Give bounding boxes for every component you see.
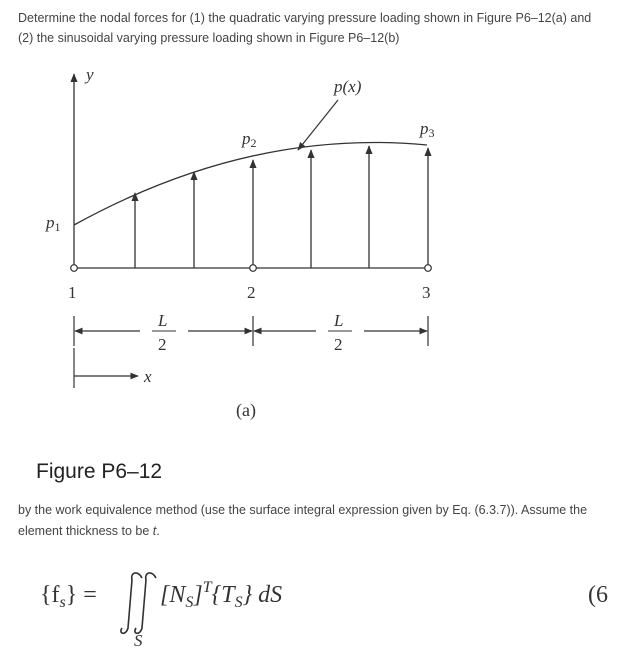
node-3-marker	[425, 265, 432, 272]
thickness-variable: t	[152, 524, 157, 538]
node-2-label: 2	[247, 283, 256, 302]
load-label: p(x)	[334, 77, 362, 96]
pressure-curve	[74, 142, 427, 225]
equation-surface-integral	[0, 560, 619, 650]
dim-2-numerator: L	[334, 311, 344, 330]
load-label-leader	[298, 100, 338, 150]
dim-1-denominator: 2	[158, 335, 167, 354]
node-1-marker	[71, 265, 78, 272]
body-text-end: .	[156, 524, 160, 538]
problem-intro: Determine the nodal forces for (1) the quadratic varying pressure loading shown in Figure P6–12(a) and (2) the sinusoidal varying pressure loading shown in Figure P6–12(b)	[18, 11, 592, 45]
dim-2-denominator: 2	[334, 335, 343, 354]
p2-label: p2	[242, 129, 257, 150]
node-1-label: 1	[68, 283, 77, 302]
dim-1-numerator: L	[158, 311, 168, 330]
equation-domain: S	[134, 631, 143, 650]
integral-sign-2	[135, 573, 156, 633]
node-3-label: 3	[422, 283, 431, 302]
figure-caption: Figure P6–12	[36, 460, 163, 483]
p3-label: p3	[420, 119, 435, 140]
figure-p6-12a	[0, 58, 619, 428]
equation-number: (6	[588, 582, 608, 608]
integral-sign-1	[121, 573, 142, 633]
p1-label: p1	[46, 213, 61, 234]
body-text-main: by the work equivalence method (use the surface integral expression given by Eq. (6.3.7)). Assume the element thickness to be	[18, 503, 588, 538]
equation-integrand: $[N_S]^T\{T_S\}$ dS	[160, 579, 283, 611]
y-axis-label: y	[86, 65, 94, 84]
load-arrows	[135, 146, 428, 268]
body-text	[18, 500, 608, 542]
equation-lhs: $\{f_s\}$ =	[40, 582, 97, 611]
x-axis-label: x	[144, 367, 152, 386]
node-2-marker	[250, 265, 257, 272]
subfigure-label: (a)	[236, 400, 256, 420]
